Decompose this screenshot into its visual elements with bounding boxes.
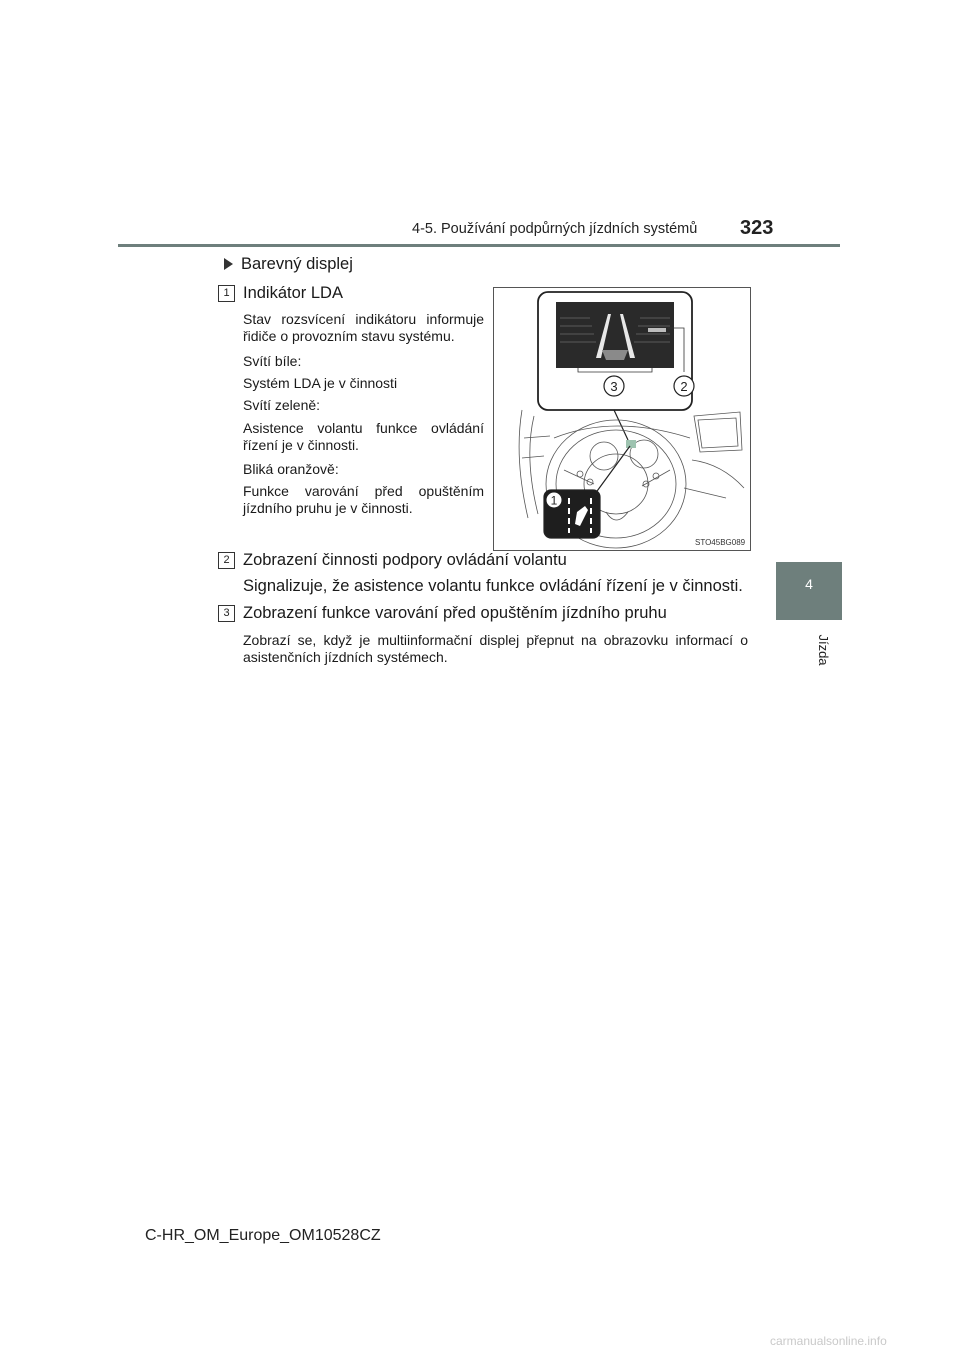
item-1-line-3: Systém LDA je v činnosti [243,375,398,391]
header-rule [118,244,840,247]
watermark: carmanualsonline.info [770,1334,887,1348]
item-2-title: Zobrazení činnosti podpory ovládání volantu [243,551,567,569]
item-1-line-6: Bliká oranžově: [243,461,339,477]
subheading [224,255,353,274]
item-1-title: Indikátor LDA [243,284,343,302]
subheading-text: Barevný displej [241,255,353,273]
page-number: 323 [740,217,774,239]
callout-label-3: 3 [610,379,618,394]
item-1-line-7: Funkce varování před opuštěním jízdního pruhu je v činnosti. [243,483,484,516]
lda-indicator-illustration [493,287,751,551]
item-1-line-1: Stav rozsvícení indikátoru informuje řidiče o provozním stavu systému. [243,311,484,344]
callout-label-1: 1 [550,493,558,508]
running-header-section: 4-5. Používání podpůrných jízdních systémů [412,221,698,237]
steering-assist-indicator [648,328,666,332]
chapter-number: 4 [805,576,813,592]
chapter-label: Jízda [816,634,831,666]
triangle-bullet-icon [224,258,233,270]
zoom-pointer [614,410,628,440]
item-1-line-5: Asistence volantu funkce ovládání řízení je v činnosti. [243,420,484,453]
callout-label-2: 2 [680,379,688,394]
chapter-tab [776,562,842,620]
item-1-line-2: Svítí bíle: [243,353,302,369]
document-code: C-HR_OM_Europe_OM10528CZ [145,1227,381,1244]
item-2-body: Signalizuje, že asistence volantu funkce ovládání řízení je v činnosti. [243,577,743,595]
callout-badge-1: 1 [218,285,235,302]
dash-indicator-spot [626,440,636,448]
item-3-title: Zobrazení funkce varování před opuštěním jízdního pruhu [243,604,667,622]
figure-code: STO45BG089 [695,538,746,547]
vehicle-icon [602,350,628,360]
item-3-body: Zobrazí se, když je multiinformační displej přepnut na obrazovku informací o asistenčních jízdních systémech. [243,632,748,665]
indicator-pointer [592,446,630,498]
callout-badge-2: 2 [218,552,235,569]
callout-badge-3: 3 [218,605,235,622]
dashboard-illustration [494,288,750,550]
item-1-line-4: Svítí zeleně: [243,397,321,413]
